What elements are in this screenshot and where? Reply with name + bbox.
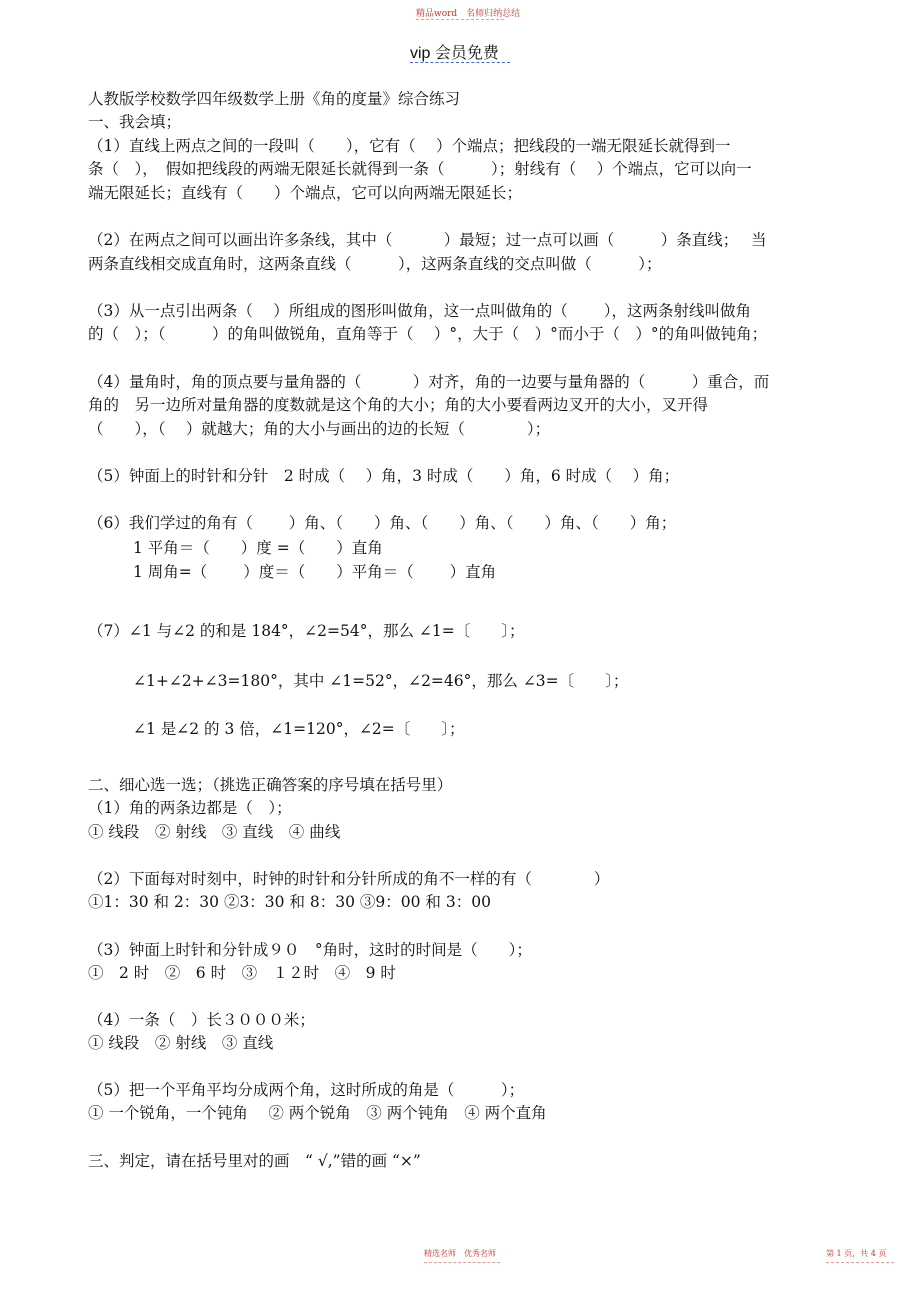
vip-underline [410, 62, 510, 63]
s2-q1-options: ① 线段 ② 射线 ③ 直线 ④ 曲线 [88, 823, 341, 841]
s2-q3-options: ① 2 时 ② 6 时 ③ １２时 ④ 9 时 [88, 964, 396, 982]
footer-center-divider [424, 1262, 500, 1263]
section1-heading: 一、我会填； [88, 113, 182, 131]
s2-q3-question: （3）钟面上时针和分针成９０ °角时，这时的时间是（ ）； [88, 941, 532, 959]
s1-q4-line3: （ ），（ ）就越大；角的大小与画出的边的长短（ ）； [88, 420, 551, 438]
vip-banner: vip 会员免费 [410, 45, 499, 62]
footer-center: 精选名师 优秀名师 [424, 1249, 496, 1258]
s1-q7-line2: ∠1+∠2+∠3=180°，其中 ∠1=52°，∠2=46°，那么 ∠3=〔 〕； [133, 672, 629, 690]
s2-q2-options: ①1：30 和 2：30 ②3：30 和 8：30 ③9：00 和 3：00 [88, 893, 491, 911]
section2-heading: 二、细心选一选；（挑选正确答案的序号填在括号里） [88, 776, 453, 794]
s1-q5: （5）钟面上的时针和分针 2 时成（ ）角，3 时成（ ）角，6 时成（ ）角； [88, 467, 680, 485]
page-number: 第 1 页，共 4 页 [826, 1249, 887, 1258]
page-number-divider [826, 1262, 894, 1263]
s1-q6-line3: 1 周角=（ ）度＝（ ）平角＝（ ）直角 [133, 563, 497, 581]
header-divider [416, 19, 504, 20]
s1-q6-line2: 1 平角＝（ ）度 =（ ）直角 [133, 539, 383, 557]
s1-q3-line2: 的（ ）；（ ）的角叫做锐角，直角等于（ ）°，大于（ ）°而小于（ ）°的角叫做钝角； [88, 325, 768, 343]
s1-q2-line2: 两条直线相交成直角时，这两条直线（ ），这两条直线的交点叫做（ ）； [88, 255, 662, 273]
s1-q6-line1: （6）我们学过的角有（ ）角、（ ）角、（ ）角、（ ）角、（ ）角； [88, 514, 677, 532]
s1-q4-line1: （4）量角时，角的顶点要与量角器的（ ）对齐，角的一边要与量角器的（ ）重合，而 [88, 373, 770, 391]
s1-q1-line3: 端无限延长；直线有（ ）个端点，它可以向两端无限延长； [88, 184, 523, 202]
s2-q2-question: （2）下面每对时刻中，时钟的时针和分针所成的角不一样的有（ ） [88, 870, 610, 888]
s1-q2-line1: （2）在两点之间可以画出许多条线，其中（ ）最短；过一点可以画（ ）条直线； 当 [88, 231, 767, 249]
s2-q5-options: ① 一个锐角，一个钝角 ② 两个锐角 ③ 两个钝角 ④ 两个直角 [88, 1104, 547, 1122]
s2-q4-question: （4）一条（ ）长３０００米； [88, 1011, 315, 1029]
s2-q1-question: （1）角的两条边都是（ ）； [88, 799, 292, 817]
s2-q5-question: （5）把一个平角平均分成两个角，这时所成的角是（ ）； [88, 1081, 525, 1099]
s1-q1-line2: 条（ ）， 假如把线段的两端无限延长就得到一条（ ）；射线有（ ）个端点，它可以向一 [88, 160, 752, 178]
header-caption: 精品word 名师归纳总结 [416, 9, 521, 19]
s1-q3-line1: （3）从一点引出两条（ ）所组成的图形叫做角，这一点叫做角的（ ），这两条射线叫做角 [88, 302, 751, 320]
s1-q1-line1: （1）直线上两点之间的一段叫（ ），它有（ ）个端点；把线段的一端无限延长就得到一 [88, 137, 731, 155]
section3-heading: 三、判定，请在括号里对的画 “ √,”错的画 “×” [88, 1152, 421, 1170]
document-title: 人教版学校数学四年级数学上册《角的度量》综合练习 [88, 90, 461, 108]
s2-q4-options: ① 线段 ② 射线 ③ 直线 [88, 1034, 274, 1052]
s1-q4-line2: 角的 另一边所对量角器的度数就是这个角的大小；角的大小要看两边叉开的大小，叉开得 [88, 396, 709, 414]
s1-q7-line1: （7）∠1 与∠2 的和是 184°，∠2=54°，那么 ∠1=〔 〕； [88, 622, 525, 640]
s1-q7-line3: ∠1 是∠2 的 3 倍，∠1=120°，∠2=〔 〕； [133, 720, 465, 738]
